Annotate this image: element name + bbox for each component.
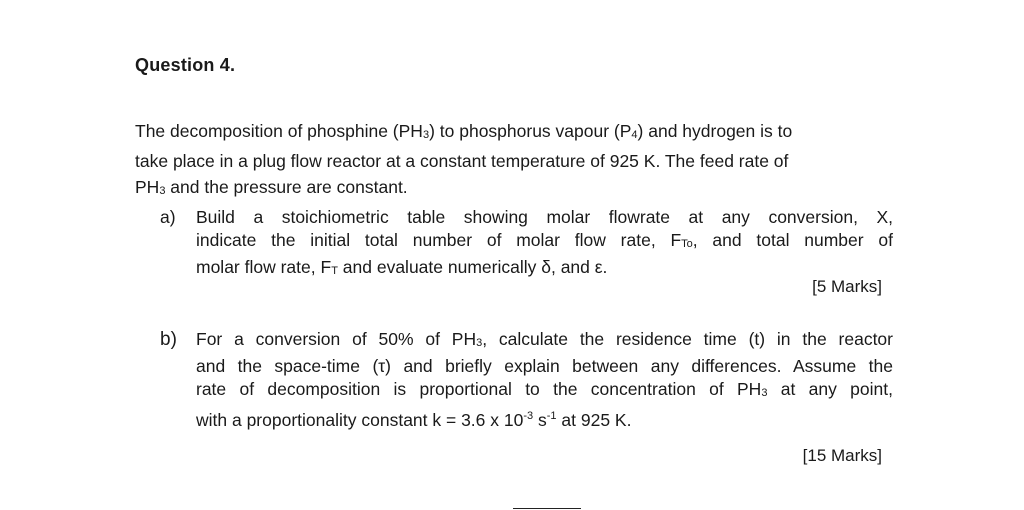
part-a-text	[196, 206, 893, 283]
part-b	[160, 328, 893, 432]
part-b-marks: [15 Marks]	[802, 446, 882, 465]
question-title: Question 4.	[135, 55, 236, 75]
part-b-letter: b)	[160, 329, 177, 350]
intro-line-2: take place in a plug flow reactor at a constant temperature of 925 K. The feed rate of	[135, 151, 789, 171]
part-a-line-1: Build a stoichiometric table showing molar flowrate at any conversion, X,	[196, 207, 893, 227]
intro-line-1: The decomposition of phosphine $(PH_3)$ to phosphorus vapour $(P_4)$ and hydrogen is to	[135, 121, 793, 141]
part-b-line-3: rate of decomposition is proportional to the concentration of $PH_3$ at any point,	[196, 379, 893, 399]
part-b-line-1: For a conversion of 50% of $PH_3$, calculate the residence time (t) in the reactor	[196, 329, 893, 349]
part-a-line-3: molar flow rate, $F_T$ and evaluate numerically δ, and ε.	[196, 257, 608, 277]
question-intro	[135, 118, 895, 204]
part-a-letter: a)	[160, 207, 176, 227]
part-a-line-2: indicate the initial total number of molar flow rate, $F_{To}$, and total number of	[196, 230, 893, 250]
bottom-rule	[513, 508, 581, 509]
part-b-text	[196, 328, 893, 432]
part-b-line-2: and the space-time (τ) and briefly explain between any differences. Assume the	[196, 356, 893, 376]
part-a	[160, 206, 893, 283]
part-a-marks: [5 Marks]	[812, 277, 882, 296]
intro-line-3: $PH_3$ and the pressure are constant.	[135, 177, 408, 197]
part-b-line-4: with a proportionality constant k = 3.6 x $10^{-3}$ $s^{-1}$ at 925 K.	[196, 410, 632, 430]
